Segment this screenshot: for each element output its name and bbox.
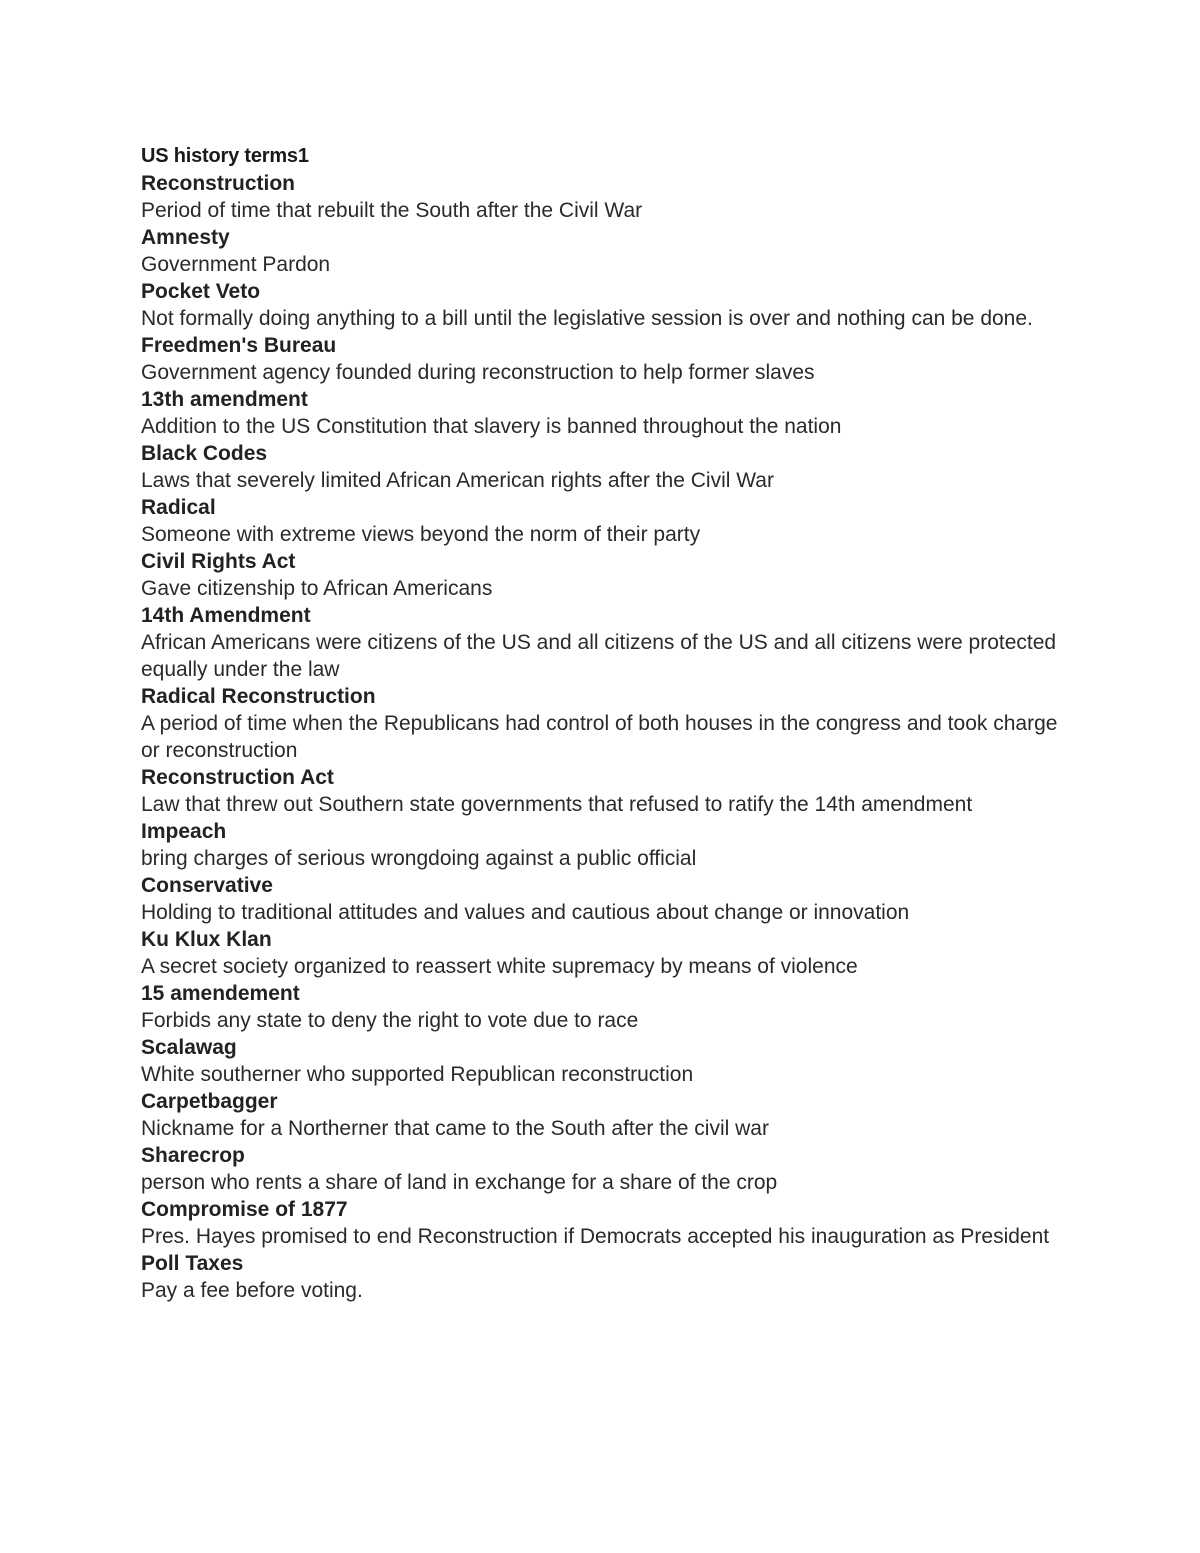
term-definition: Period of time that rebuilt the South after the Civil War <box>141 199 643 222</box>
term-definition: Not formally doing anything to a bill until the legislative session is over and nothing can be done. <box>141 307 1033 330</box>
term-definition: Pay a fee before voting. <box>141 1279 363 1302</box>
term-definition: A period of time when the Republicans had control of both houses in the congress and took charge or reconstruction <box>141 712 1058 762</box>
list-item <box>141 548 1071 602</box>
term-definition: Law that threw out Southern state governments that refused to ratify the 14th amendment <box>141 793 973 816</box>
term-heading: Black Codes <box>141 442 268 465</box>
term-definition: Forbids any state to deny the right to vote due to race <box>141 1009 639 1032</box>
list-item <box>141 602 1071 683</box>
term-heading: Radical <box>141 496 216 519</box>
term-definition: White southerner who supported Republican reconstruction <box>141 1063 694 1086</box>
term-heading: Pocket Veto <box>141 280 261 303</box>
term-definition: Government Pardon <box>141 253 331 276</box>
list-item <box>141 1034 1071 1088</box>
list-item <box>141 1196 1071 1250</box>
term-heading: Compromise of 1877 <box>141 1198 348 1221</box>
term-heading: Reconstruction Act <box>141 766 334 789</box>
term-definition: Addition to the US Constitution that slavery is banned throughout the nation <box>141 415 842 438</box>
list-item <box>141 926 1071 980</box>
term-heading: Amnesty <box>141 226 230 249</box>
term-heading: Poll Taxes <box>141 1252 244 1275</box>
term-heading: 14th Amendment <box>141 604 311 627</box>
list-item <box>141 818 1071 872</box>
term-heading: Carpetbagger <box>141 1090 278 1113</box>
term-definition: A secret society organized to reassert white supremacy by means of violence <box>141 955 858 978</box>
term-heading: 13th amendment <box>141 388 308 411</box>
term-definition: Laws that severely limited African American rights after the Civil War <box>141 469 774 492</box>
term-definition: Pres. Hayes promised to end Reconstruction if Democrats accepted his inauguration as President <box>141 1225 1050 1248</box>
list-item <box>141 494 1071 548</box>
term-definition: person who rents a share of land in exchange for a share of the crop <box>141 1171 778 1194</box>
term-definition: Government agency founded during reconstruction to help former slaves <box>141 361 815 384</box>
list-item <box>141 1250 1071 1304</box>
term-definition: Gave citizenship to African Americans <box>141 577 493 600</box>
term-heading: Civil Rights Act <box>141 550 296 573</box>
document-title: US history terms1 <box>141 145 309 167</box>
term-definition: Someone with extreme views beyond the norm of their party <box>141 523 701 546</box>
list-item <box>141 872 1071 926</box>
term-definition: Nickname for a Northerner that came to the South after the civil war <box>141 1117 769 1140</box>
list-item <box>141 440 1071 494</box>
list-item <box>141 1088 1071 1142</box>
term-definition: bring charges of serious wrongdoing against a public official <box>141 847 697 870</box>
term-list <box>141 170 1071 1304</box>
list-item <box>141 170 1071 224</box>
list-item <box>141 278 1071 332</box>
list-item <box>141 1142 1071 1196</box>
term-definition: African Americans were citizens of the US and all citizens of the US and all citizens were protected equally under the law <box>141 631 1057 681</box>
list-item <box>141 980 1071 1034</box>
term-heading: Scalawag <box>141 1036 237 1059</box>
list-item <box>141 386 1071 440</box>
term-heading: Radical Reconstruction <box>141 685 376 708</box>
term-heading: Impeach <box>141 820 227 843</box>
term-heading: 15 amendement <box>141 982 300 1005</box>
list-item <box>141 683 1071 764</box>
term-heading: Ku Klux Klan <box>141 928 272 951</box>
list-item <box>141 332 1071 386</box>
list-item <box>141 764 1071 818</box>
term-definition: Holding to traditional attitudes and values and cautious about change or innovation <box>141 901 910 924</box>
list-item <box>141 224 1071 278</box>
term-heading: Sharecrop <box>141 1144 245 1167</box>
term-heading: Freedmen's Bureau <box>141 334 337 357</box>
term-heading: Reconstruction <box>141 172 296 195</box>
term-heading: Conservative <box>141 874 273 897</box>
document-page <box>141 143 1071 1304</box>
